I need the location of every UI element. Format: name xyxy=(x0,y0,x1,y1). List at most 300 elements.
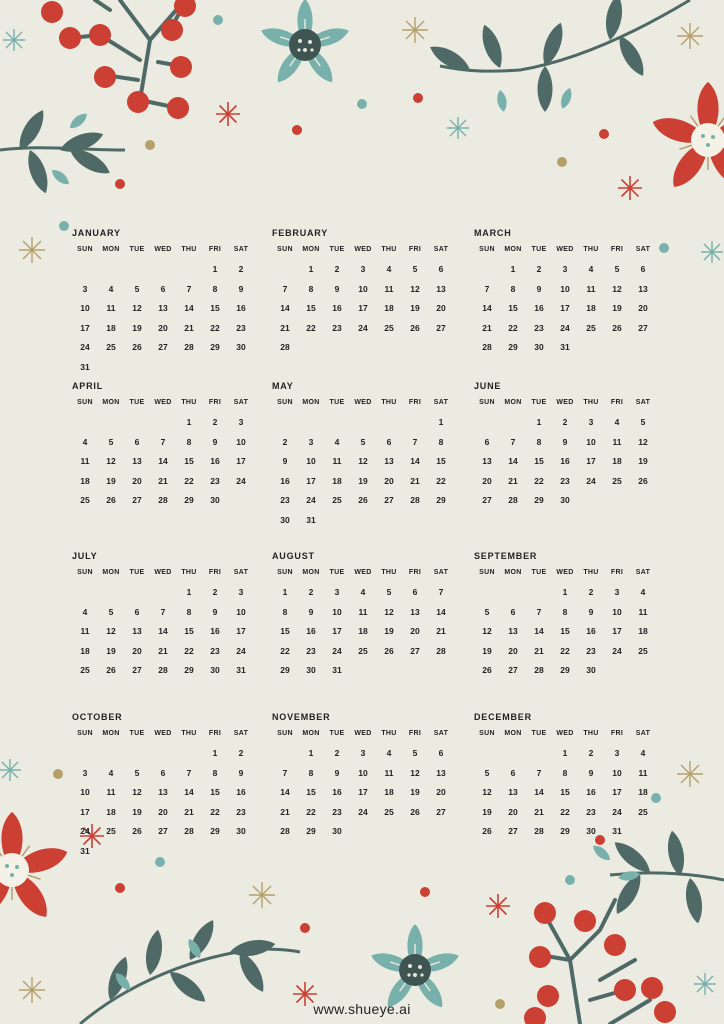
date-cell: 13 xyxy=(132,456,142,466)
date-cell: 20 xyxy=(158,806,168,817)
date-cell: 4 xyxy=(334,436,340,447)
date-cell: 10 xyxy=(332,606,342,617)
empty-cell xyxy=(500,583,526,603)
date-cell: 23 xyxy=(534,322,544,333)
empty-cell xyxy=(124,260,150,280)
date-cell: 25 xyxy=(106,342,116,352)
date-cell: 15 xyxy=(280,626,290,636)
date-cell: 24 xyxy=(332,645,342,656)
date-cell: 10 xyxy=(358,283,368,294)
date-cell: 10 xyxy=(80,303,90,313)
month-january xyxy=(72,227,252,377)
date-cell: 16 xyxy=(332,787,342,797)
date-cell: 21 xyxy=(184,322,194,333)
date-cell: 9 xyxy=(334,283,340,294)
empty-cell xyxy=(72,260,98,280)
empty-cell xyxy=(150,744,176,764)
month-march xyxy=(474,227,654,358)
month-june xyxy=(474,380,654,511)
date-cell: 26 xyxy=(410,322,420,333)
date-cell: 16 xyxy=(210,626,220,636)
date-cell: 17 xyxy=(236,456,246,466)
weekday-label: MON xyxy=(302,246,320,253)
date-cell: 26 xyxy=(638,475,648,486)
weekday-header xyxy=(272,398,452,408)
date-cell: 16 xyxy=(236,787,246,797)
date-cell: 29 xyxy=(210,826,220,836)
date-cell: 5 xyxy=(484,606,490,617)
date-cell: 28 xyxy=(280,826,290,836)
date-cell: 26 xyxy=(106,665,116,675)
date-cell: 27 xyxy=(508,826,518,836)
date-cell: 28 xyxy=(410,495,420,505)
date-cell: 27 xyxy=(410,645,420,656)
date-cell: 19 xyxy=(358,475,368,486)
date-cell: 16 xyxy=(586,626,596,636)
date-cell: 12 xyxy=(106,626,116,636)
weekday-label: FRI xyxy=(610,569,624,576)
date-cell: 12 xyxy=(132,787,142,797)
date-cell: 25 xyxy=(80,495,90,505)
weekday-label: MON xyxy=(504,730,522,737)
date-cell: 11 xyxy=(80,626,90,636)
date-cell: 5 xyxy=(640,417,646,427)
date-cell: 21 xyxy=(534,645,544,656)
empty-cell xyxy=(272,260,298,280)
date-cell: 11 xyxy=(80,456,90,466)
date-cell: 21 xyxy=(410,475,420,486)
date-cell: 24 xyxy=(80,826,90,836)
date-cell: 11 xyxy=(612,436,622,447)
date-cell: 6 xyxy=(484,436,490,447)
empty-cell xyxy=(526,583,552,603)
weekday-label: SUN xyxy=(277,246,293,253)
weekday-label: THU xyxy=(583,246,599,253)
date-cell: 16 xyxy=(332,303,342,313)
date-cell: 28 xyxy=(158,665,168,675)
date-cell: 3 xyxy=(588,417,594,427)
date-cell: 26 xyxy=(106,495,116,505)
date-cell: 3 xyxy=(562,264,568,274)
leaf-branch-left xyxy=(0,106,125,195)
date-cell: 23 xyxy=(332,806,342,817)
weekday-label: SUN xyxy=(77,569,93,576)
date-cell: 15 xyxy=(184,456,194,466)
date-cell: 24 xyxy=(236,645,246,656)
date-cell: 11 xyxy=(106,787,116,797)
weekday-label: TUE xyxy=(531,399,547,406)
weekday-label: SAT xyxy=(233,730,249,737)
date-cell: 5 xyxy=(134,283,140,294)
date-cell: 23 xyxy=(306,645,316,656)
weekday-label: SAT xyxy=(233,399,249,406)
date-cell: 30 xyxy=(236,342,246,352)
date-cell: 20 xyxy=(638,303,648,313)
date-cell: 31 xyxy=(306,514,316,525)
date-cell: 1 xyxy=(562,748,568,758)
date-grid xyxy=(474,583,654,681)
weekday-label: MON xyxy=(504,569,522,576)
date-cell: 15 xyxy=(210,787,220,797)
weekday-label: TUE xyxy=(329,730,345,737)
weekday-label: FRI xyxy=(610,246,624,253)
date-cell: 17 xyxy=(80,322,90,333)
date-cell: 12 xyxy=(132,303,142,313)
date-cell: 9 xyxy=(334,767,340,778)
date-cell: 5 xyxy=(108,436,114,447)
date-cell: 26 xyxy=(132,826,142,836)
date-cell: 22 xyxy=(306,322,316,333)
weekday-label: SAT xyxy=(433,569,449,576)
month-title: JULY xyxy=(72,551,98,561)
date-cell: 31 xyxy=(560,342,570,352)
date-cell: 11 xyxy=(384,283,394,294)
date-cell: 5 xyxy=(108,606,114,617)
date-cell: 29 xyxy=(210,342,220,352)
date-cell: 18 xyxy=(106,322,116,333)
weekday-label: SAT xyxy=(635,246,651,253)
date-cell: 23 xyxy=(210,475,220,486)
date-cell: 20 xyxy=(132,645,142,656)
month-title: AUGUST xyxy=(272,551,315,561)
empty-cell xyxy=(72,744,98,764)
date-cell: 3 xyxy=(238,587,244,597)
date-cell: 31 xyxy=(80,845,90,856)
date-cell: 20 xyxy=(508,645,518,656)
date-cell: 27 xyxy=(132,665,142,675)
date-cell: 10 xyxy=(80,787,90,797)
weekday-header xyxy=(72,729,252,739)
date-cell: 26 xyxy=(132,342,142,352)
date-cell: 9 xyxy=(588,767,594,778)
weekday-label: FRI xyxy=(208,399,222,406)
date-cell: 17 xyxy=(358,303,368,313)
date-cell: 3 xyxy=(360,748,366,758)
date-cell: 14 xyxy=(410,456,420,466)
leaf-branch-top-right xyxy=(426,0,690,112)
date-cell: 2 xyxy=(588,587,594,597)
date-cell: 9 xyxy=(308,606,314,617)
date-grid xyxy=(72,260,252,377)
date-cell: 16 xyxy=(280,475,290,486)
date-cell: 21 xyxy=(508,475,518,486)
weekday-label: FRI xyxy=(208,730,222,737)
date-grid xyxy=(474,744,654,842)
month-july xyxy=(72,550,252,681)
weekday-label: FRI xyxy=(610,730,624,737)
date-cell: 21 xyxy=(184,806,194,817)
empty-cell xyxy=(298,413,324,433)
date-cell: 22 xyxy=(210,806,220,817)
date-cell: 4 xyxy=(614,417,620,427)
date-cell: 8 xyxy=(438,436,444,447)
weekday-label: WED xyxy=(354,399,372,406)
weekday-label: SAT xyxy=(233,569,249,576)
date-cell: 19 xyxy=(132,806,142,817)
date-cell: 7 xyxy=(160,606,166,617)
date-cell: 25 xyxy=(384,806,394,817)
date-cell: 13 xyxy=(410,606,420,617)
date-cell: 20 xyxy=(436,303,446,313)
date-cell: 30 xyxy=(586,665,596,675)
date-cell: 1 xyxy=(308,264,314,274)
date-cell: 6 xyxy=(510,767,516,778)
date-cell: 21 xyxy=(158,645,168,656)
date-cell: 30 xyxy=(560,495,570,505)
weekday-label: SUN xyxy=(479,569,495,576)
weekday-label: SUN xyxy=(479,399,495,406)
date-cell: 1 xyxy=(212,264,218,274)
date-cell: 8 xyxy=(212,283,218,294)
weekday-label: FRI xyxy=(408,246,422,253)
empty-cell xyxy=(98,583,124,603)
weekday-label: SUN xyxy=(77,246,93,253)
date-cell: 3 xyxy=(82,767,88,778)
date-cell: 18 xyxy=(80,475,90,486)
date-cell: 13 xyxy=(508,787,518,797)
date-cell: 8 xyxy=(510,283,516,294)
date-cell: 7 xyxy=(536,767,542,778)
date-grid xyxy=(272,260,452,358)
month-september xyxy=(474,550,654,681)
date-cell: 29 xyxy=(184,495,194,505)
date-cell: 12 xyxy=(358,456,368,466)
date-cell: 15 xyxy=(306,303,316,313)
date-cell: 13 xyxy=(132,626,142,636)
date-cell: 19 xyxy=(106,475,116,486)
date-cell: 15 xyxy=(306,787,316,797)
date-cell: 19 xyxy=(410,303,420,313)
empty-cell xyxy=(124,413,150,433)
date-cell: 31 xyxy=(80,361,90,372)
weekday-label: SUN xyxy=(77,730,93,737)
date-cell: 23 xyxy=(586,806,596,817)
date-cell: 25 xyxy=(80,665,90,675)
empty-cell xyxy=(474,260,500,280)
date-cell: 1 xyxy=(212,748,218,758)
date-grid xyxy=(474,413,654,511)
date-cell: 17 xyxy=(612,626,622,636)
weekday-label: FRI xyxy=(408,730,422,737)
date-cell: 17 xyxy=(612,787,622,797)
date-cell: 11 xyxy=(332,456,342,466)
date-cell: 13 xyxy=(384,456,394,466)
weekday-label: FRI xyxy=(408,569,422,576)
date-cell: 11 xyxy=(638,606,648,617)
date-cell: 8 xyxy=(308,283,314,294)
empty-cell xyxy=(474,413,500,433)
date-cell: 12 xyxy=(482,787,492,797)
date-cell: 8 xyxy=(536,436,542,447)
date-cell: 2 xyxy=(588,748,594,758)
date-cell: 15 xyxy=(210,303,220,313)
date-cell: 4 xyxy=(386,264,392,274)
empty-cell xyxy=(150,260,176,280)
date-cell: 12 xyxy=(106,456,116,466)
date-cell: 8 xyxy=(562,606,568,617)
date-cell: 23 xyxy=(586,645,596,656)
date-cell: 28 xyxy=(280,342,290,352)
date-cell: 18 xyxy=(106,806,116,817)
date-cell: 20 xyxy=(508,806,518,817)
month-title: SEPTEMBER xyxy=(474,551,538,561)
weekday-label: SAT xyxy=(433,246,449,253)
date-cell: 9 xyxy=(562,436,568,447)
date-cell: 28 xyxy=(184,342,194,352)
date-cell: 22 xyxy=(560,806,570,817)
date-cell: 5 xyxy=(484,767,490,778)
weekday-label: SAT xyxy=(233,246,249,253)
empty-cell xyxy=(402,413,428,433)
date-cell: 5 xyxy=(386,587,392,597)
date-cell: 14 xyxy=(184,303,194,313)
weekday-label: MON xyxy=(102,569,120,576)
date-cell: 22 xyxy=(184,475,194,486)
weekday-label: WED xyxy=(354,569,372,576)
weekday-header xyxy=(474,729,654,739)
date-cell: 15 xyxy=(508,303,518,313)
date-cell: 6 xyxy=(134,436,140,447)
date-cell: 27 xyxy=(436,806,446,817)
month-title: JUNE xyxy=(474,381,502,391)
date-cell: 1 xyxy=(438,417,444,427)
date-cell: 30 xyxy=(236,826,246,836)
date-cell: 8 xyxy=(186,606,192,617)
date-cell: 4 xyxy=(386,748,392,758)
date-cell: 12 xyxy=(410,767,420,778)
date-cell: 1 xyxy=(562,587,568,597)
date-cell: 29 xyxy=(508,342,518,352)
date-cell: 12 xyxy=(638,436,648,447)
weekday-label: THU xyxy=(181,569,197,576)
empty-cell xyxy=(324,413,350,433)
date-cell: 13 xyxy=(158,303,168,313)
date-cell: 11 xyxy=(358,606,368,617)
date-cell: 18 xyxy=(332,475,342,486)
date-cell: 14 xyxy=(534,787,544,797)
date-cell: 15 xyxy=(436,456,446,466)
date-cell: 14 xyxy=(508,456,518,466)
weekday-label: TUE xyxy=(531,730,547,737)
date-cell: 12 xyxy=(410,283,420,294)
month-title: FEBRUARY xyxy=(272,228,329,238)
weekday-header xyxy=(474,568,654,578)
month-title: MARCH xyxy=(474,228,512,238)
date-cell: 14 xyxy=(534,626,544,636)
date-grid xyxy=(474,260,654,358)
weekday-label: TUE xyxy=(129,730,145,737)
date-cell: 9 xyxy=(238,767,244,778)
date-cell: 9 xyxy=(536,283,542,294)
weekday-label: THU xyxy=(381,399,397,406)
date-cell: 20 xyxy=(132,475,142,486)
date-cell: 24 xyxy=(586,475,596,486)
berry-branch-top-left xyxy=(41,0,196,119)
weekday-label: FRI xyxy=(408,399,422,406)
date-cell: 26 xyxy=(358,495,368,505)
weekday-label: SUN xyxy=(277,569,293,576)
weekday-label: THU xyxy=(381,246,397,253)
weekday-label: MON xyxy=(504,399,522,406)
date-cell: 7 xyxy=(186,767,192,778)
date-cell: 23 xyxy=(210,645,220,656)
date-cell: 28 xyxy=(482,342,492,352)
date-cell: 3 xyxy=(614,748,620,758)
date-cell: 17 xyxy=(236,626,246,636)
date-cell: 22 xyxy=(508,322,518,333)
date-cell: 13 xyxy=(508,626,518,636)
date-cell: 27 xyxy=(384,495,394,505)
date-cell: 20 xyxy=(158,322,168,333)
date-cell: 29 xyxy=(436,495,446,505)
weekday-header xyxy=(72,568,252,578)
date-cell: 3 xyxy=(360,264,366,274)
weekday-label: TUE xyxy=(129,399,145,406)
date-cell: 7 xyxy=(484,283,490,294)
weekday-label: WED xyxy=(556,246,574,253)
weekday-label: TUE xyxy=(531,246,547,253)
date-cell: 3 xyxy=(308,436,314,447)
weekday-label: SAT xyxy=(433,399,449,406)
date-cell: 19 xyxy=(482,806,492,817)
date-cell: 27 xyxy=(158,826,168,836)
date-cell: 8 xyxy=(282,606,288,617)
month-october xyxy=(72,711,252,861)
weekday-label: WED xyxy=(154,399,172,406)
date-cell: 30 xyxy=(210,665,220,675)
empty-cell xyxy=(272,413,298,433)
date-cell: 26 xyxy=(612,322,622,333)
date-cell: 25 xyxy=(106,826,116,836)
date-cell: 24 xyxy=(560,322,570,333)
date-cell: 11 xyxy=(384,767,394,778)
date-cell: 8 xyxy=(186,436,192,447)
empty-cell xyxy=(150,413,176,433)
date-cell: 9 xyxy=(238,283,244,294)
date-cell: 2 xyxy=(536,264,542,274)
weekday-label: SUN xyxy=(77,399,93,406)
date-cell: 18 xyxy=(638,626,648,636)
month-title: NOVEMBER xyxy=(272,712,331,722)
weekday-header xyxy=(72,245,252,255)
date-cell: 24 xyxy=(306,495,316,505)
date-cell: 6 xyxy=(438,264,444,274)
website-footer: www.shueye.ai xyxy=(313,1001,411,1017)
date-cell: 21 xyxy=(280,806,290,817)
date-cell: 4 xyxy=(640,587,646,597)
empty-cell xyxy=(176,744,202,764)
weekday-label: TUE xyxy=(329,246,345,253)
month-title: JANUARY xyxy=(72,228,121,238)
weekday-label: SUN xyxy=(479,730,495,737)
date-cell: 3 xyxy=(334,587,340,597)
date-cell: 7 xyxy=(186,283,192,294)
date-cell: 11 xyxy=(638,767,648,778)
empty-cell xyxy=(272,744,298,764)
date-cell: 20 xyxy=(482,475,492,486)
flower-red-top-right xyxy=(650,82,724,193)
date-cell: 22 xyxy=(280,645,290,656)
date-cell: 28 xyxy=(534,665,544,675)
date-cell: 22 xyxy=(306,806,316,817)
date-cell: 1 xyxy=(282,587,288,597)
date-cell: 17 xyxy=(80,806,90,817)
date-cell: 10 xyxy=(560,283,570,294)
date-cell: 21 xyxy=(436,626,446,636)
weekday-label: WED xyxy=(154,569,172,576)
date-cell: 11 xyxy=(106,303,116,313)
date-cell: 8 xyxy=(308,767,314,778)
